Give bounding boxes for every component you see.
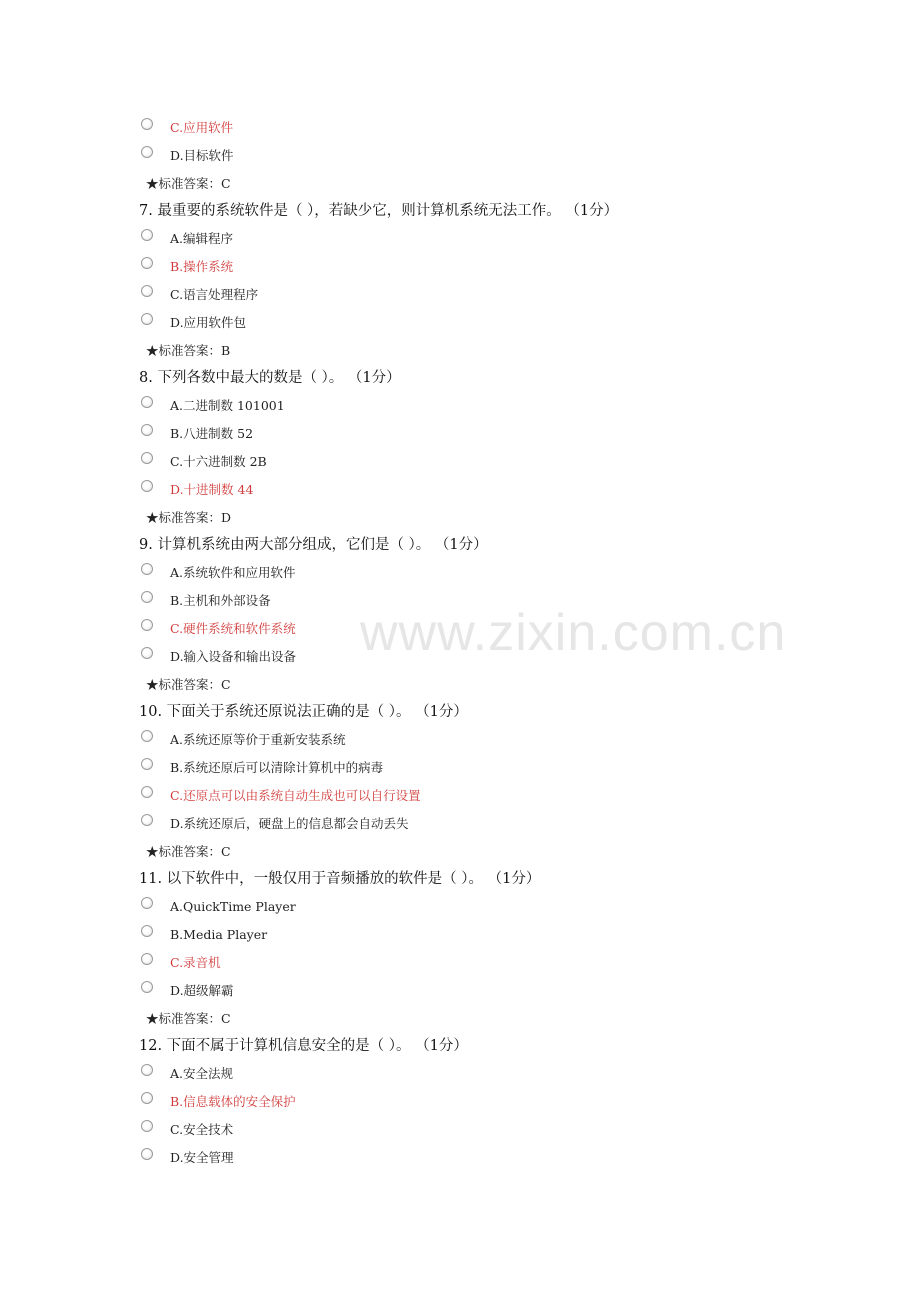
- option-radio[interactable]: [141, 953, 153, 965]
- option-label: D.应用软件包: [170, 315, 247, 330]
- option-label: D.输入设备和输出设备: [170, 649, 297, 664]
- option-radio[interactable]: [141, 480, 153, 492]
- option-label: C.应用软件: [170, 120, 234, 135]
- option-radio[interactable]: [141, 897, 153, 909]
- question-title: 11. 以下软件中，一般仅用于音频播放的软件是（ ）。 （1分）: [139, 871, 541, 887]
- option-label: A.系统还原等价于重新安装系统: [170, 732, 346, 747]
- option-radio[interactable]: [141, 925, 153, 937]
- option-radio[interactable]: [141, 452, 153, 464]
- option-radio[interactable]: [141, 146, 153, 158]
- question-title: 8. 下列各数中最大的数是（ ）。 （1分）: [139, 370, 401, 386]
- option-label: D.安全管理: [170, 1150, 234, 1165]
- option-label: C.语言处理程序: [170, 287, 259, 302]
- option-label: C.录音机: [170, 955, 221, 970]
- option-radio[interactable]: [141, 285, 153, 297]
- option-label: B.主机和外部设备: [170, 593, 271, 608]
- option-radio[interactable]: [141, 981, 153, 993]
- option-label: D.目标软件: [170, 148, 234, 163]
- option-radio[interactable]: [141, 257, 153, 269]
- option-label: A.编辑程序: [170, 231, 234, 246]
- option-radio[interactable]: [141, 814, 153, 826]
- option-label: D.十进制数 44: [170, 482, 254, 497]
- question-title: 7. 最重要的系统软件是（ ），若缺少它，则计算机系统无法工作。 （1分）: [139, 203, 619, 219]
- option-radio[interactable]: [141, 1092, 153, 1104]
- option-radio[interactable]: [141, 396, 153, 408]
- question-title: 9. 计算机系统由两大部分组成，它们是（ ）。 （1分）: [139, 537, 488, 553]
- option-label: C.还原点可以由系统自动生成也可以自行设置: [170, 788, 421, 803]
- option-radio[interactable]: [141, 229, 153, 241]
- option-label: A.系统软件和应用软件: [170, 565, 296, 580]
- option-radio[interactable]: [141, 563, 153, 575]
- standard-answer: ★标准答案：C: [146, 844, 231, 859]
- option-radio[interactable]: [141, 730, 153, 742]
- option-label: A.安全法规: [170, 1066, 234, 1081]
- option-radio[interactable]: [141, 1064, 153, 1076]
- standard-answer: ★标准答案：C: [146, 176, 231, 191]
- option-label: B.八进制数 52: [170, 426, 254, 441]
- option-label: B.信息载体的安全保护: [170, 1094, 296, 1109]
- option-label: B.系统还原后可以清除计算机中的病毒: [170, 760, 384, 775]
- option-label: D.系统还原后，硬盘上的信息都会自动丢失: [170, 816, 409, 831]
- option-label: A.二进制数 101001: [170, 398, 285, 413]
- standard-answer: ★标准答案：C: [146, 677, 231, 692]
- option-radio[interactable]: [141, 786, 153, 798]
- option-label: A.QuickTime Player: [170, 899, 296, 914]
- option-radio[interactable]: [141, 619, 153, 631]
- option-label: B.操作系统: [170, 259, 234, 274]
- standard-answer: ★标准答案：B: [146, 343, 231, 358]
- option-label: B.Media Player: [170, 927, 268, 942]
- watermark: www.zixin.com.cn: [360, 604, 787, 662]
- option-radio[interactable]: [141, 758, 153, 770]
- option-radio[interactable]: [141, 313, 153, 325]
- standard-answer: ★标准答案：C: [146, 1011, 231, 1026]
- option-label: D.超级解霸: [170, 983, 234, 998]
- option-label: C.十六进制数 2B: [170, 454, 267, 469]
- option-radio[interactable]: [141, 1148, 153, 1160]
- option-radio[interactable]: [141, 1120, 153, 1132]
- question-title: 10. 下面关于系统还原说法正确的是（ ）。 （1分）: [139, 704, 468, 720]
- option-radio[interactable]: [141, 647, 153, 659]
- option-label: C.硬件系统和软件系统: [170, 621, 296, 636]
- option-label: C.安全技术: [170, 1122, 234, 1137]
- option-radio[interactable]: [141, 424, 153, 436]
- option-radio[interactable]: [141, 118, 153, 130]
- option-radio[interactable]: [141, 591, 153, 603]
- standard-answer: ★标准答案：D: [146, 510, 232, 525]
- question-title: 12. 下面不属于计算机信息安全的是（ ）。 （1分）: [139, 1038, 468, 1054]
